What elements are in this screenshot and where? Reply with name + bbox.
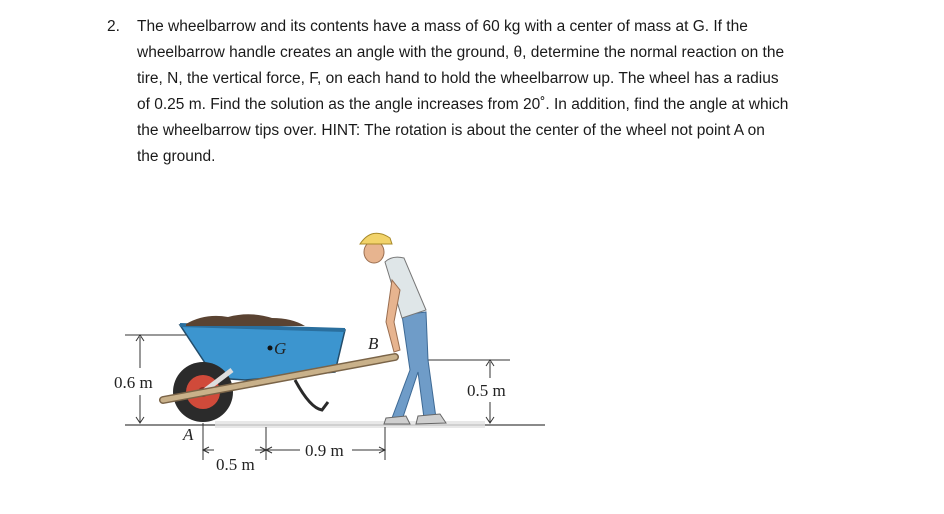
problem-text (137, 14, 867, 170)
problem-line: The wheelbarrow and its contents have a mass of 60 kg with a center of mass at G. If the (137, 18, 748, 35)
label-b: B (368, 334, 379, 353)
label-g: G (274, 339, 287, 358)
person-figure (360, 233, 446, 424)
person-shoe-left (384, 416, 410, 424)
problem-line: tire, N, the vertical force, F, on each hand to hold the wheelbarrow up. The wheel has a radius (137, 70, 779, 87)
label-a: A (183, 425, 194, 444)
person-arm (386, 280, 400, 352)
label-0-5m-bottom: 0.5 m (216, 455, 255, 474)
label-0-5m-right: 0.5 m (467, 381, 506, 400)
problem-line: the ground. (137, 148, 216, 165)
center-of-mass-dot (268, 346, 273, 351)
label-0-6m: 0.6 m (114, 373, 153, 392)
wheelbarrow-figure (100, 215, 560, 495)
problem-number: 2. (107, 18, 120, 35)
tray-load (186, 314, 305, 326)
problem-line: of 0.25 m. Find the solution as the angle increases from 20˚. In addition, find the angle at which (137, 96, 789, 113)
person-shoe-right (416, 414, 446, 424)
problem-line: the wheelbarrow tips over. HINT: The rotation is about the center of the wheel not point A on (137, 122, 765, 139)
hard-hat-icon (360, 233, 392, 244)
problem-line: wheelbarrow handle creates an angle with the ground, θ, determine the normal reaction on the (137, 44, 785, 61)
person-legs (392, 312, 436, 420)
label-0-9m-bottom: 0.9 m (305, 441, 344, 460)
rear-leg (295, 380, 328, 410)
